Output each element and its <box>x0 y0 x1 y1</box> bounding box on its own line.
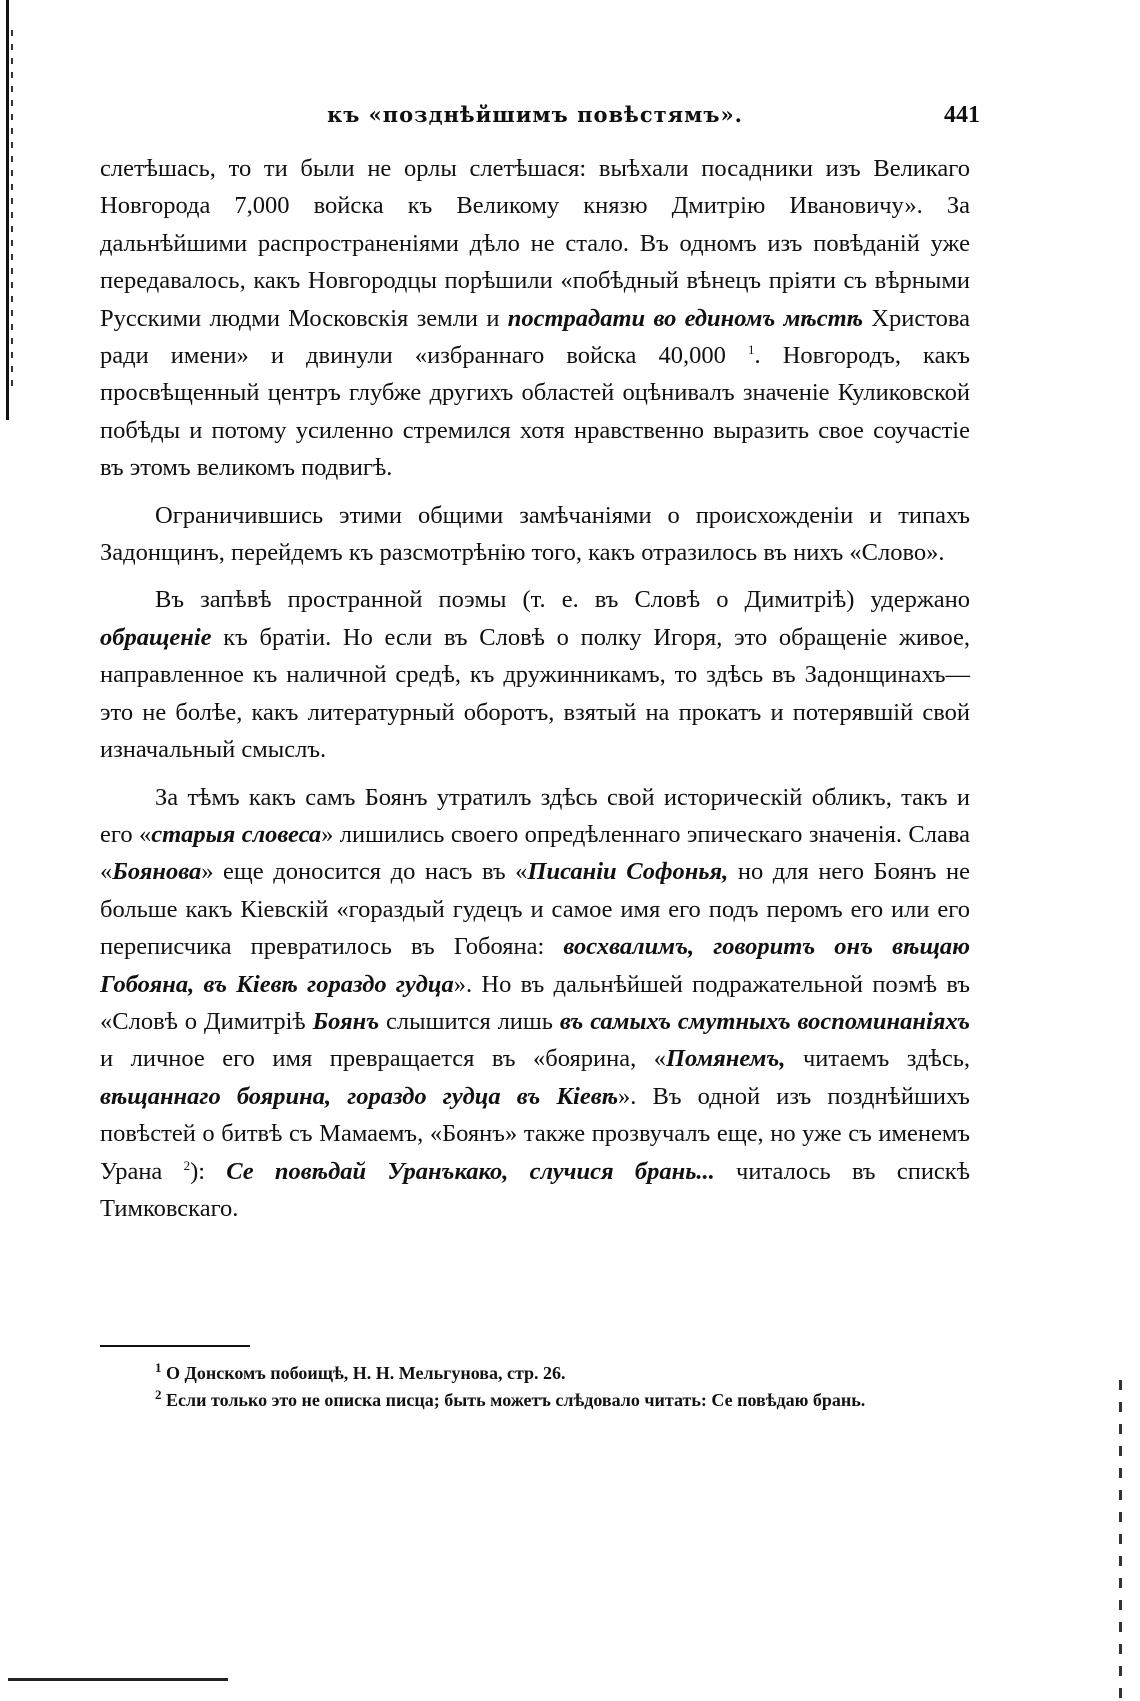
emphasis: старыя словеса <box>151 820 322 848</box>
main-text <box>100 150 970 1237</box>
emphasis: въ самыхъ смутныхъ воспоминаніяхъ <box>559 1007 970 1035</box>
emphasis: пострадати во единомъ мѣстѣ <box>507 304 863 332</box>
emphasis: Се повѣдай Уранъкако, случися брань... <box>226 1157 715 1185</box>
running-header <box>100 102 980 134</box>
page-number: 441 <box>944 102 980 128</box>
emphasis: Боянъ <box>312 1007 380 1035</box>
footnote-ref: 2 <box>183 1157 191 1173</box>
scan-edge-mark <box>6 0 9 420</box>
footnotes <box>100 1360 970 1414</box>
emphasis: Помянемъ, <box>666 1045 786 1073</box>
footnote: $^1$ О Донскомъ побоищѣ, Н. Н. Мельгунова, стр. 26. <box>155 1360 566 1383</box>
emphasis: восхвалимъ, говоритъ онъ вѣщаю Гобояна, въ Кіевѣ гораздо гудца <box>100 933 970 998</box>
paragraph: Ограничившись этими общими замѣчаніями о происхожденіи и типахъ Задонщинъ, перейдемъ къ разсмотрѣнію того, какъ отразилось въ нихъ «Слово». <box>100 501 970 567</box>
paragraph: За тѣмъ какъ самъ Боянъ утратилъ здѣсь свой историческій обликъ, такъ и его «старыя словеса» лишились своего опредѣленнаго эпическаго значенія. Слава «Боянова» еще доносится до насъ въ «Писаніи Софонья, но для него Боянъ не больше какъ Кіевскій «гораздый гудецъ и самое имя его подъ перомъ его или его переписчика превратилось въ Гобояна: восхвалимъ, говоритъ онъ вѣщаю Гобояна, въ Кіевѣ гораздо гудца». Но въ дальнѣйшей подражательной поэмѣ въ «Словѣ о Димитріѣ Боянъ слышится лишь въ самыхъ смутныхъ воспоминаніяхъ и личное его имя превращается въ «боярина, «Помянемъ, читаемъ здѣсь, вѣщаннаго боярина, гораздо гудца въ Кіевѣ». Въ одной изъ позднѣйшихъ повѣстей о битвѣ съ Мамаемъ, «Боянъ» также прозвучалъ еще, но уже съ именемъ Урана $^2$): Се повѣдай Уранъкако, случися брань... читалось въ спискѣ Тимковскаго. <box>100 783 971 1222</box>
emphasis: Писаніи Софонья, <box>527 858 729 886</box>
emphasis: Боянова <box>112 858 202 886</box>
emphasis: вѣщаннаго боярина, гораздо гудца въ Кіевѣ <box>100 1082 619 1110</box>
paragraph: слетѣшась, то ти были не орлы слетѣшася: выѣхали посадники изъ Великаго Новгорода 7,000 войска къ Великому князю Дмитрію Ивановичу». За дальнѣйшими распространеніями дѣло не стало. Въ одномъ изъ повѣданій уже передавалось, какъ Новгородцы порѣшили «побѣдный вѣнецъ пріяти съ вѣрными Русскими людми Московскія земли и пострадати во единомъ мѣстѣ Христова ради имени» и двинули «избраннаго войска 40,000 $^1$. Новгородъ, какъ просвѣщенный центръ глубже другихъ областей оцѣнивалъ значеніе Куликовской побѣды и потому усиленно стремился хотя нравственно выразить свое соучастіе въ этомъ великомъ подвигѣ. <box>100 155 971 482</box>
emphasis: обращеніе <box>100 623 212 651</box>
footnote-ref: 1 <box>747 341 755 357</box>
footnote-divider <box>100 1345 250 1347</box>
footnote-number: 2 <box>155 1387 162 1402</box>
scan-edge-mark <box>8 1678 228 1681</box>
footnote: $^2$ Если только это не описка писца; быть можетъ слѣдовало читать: Се повѣдаю брань. <box>155 1387 866 1410</box>
scan-edge-mark <box>11 30 13 390</box>
paragraph: Въ запѣвѣ пространной поэмы (т. е. въ Словѣ о Димитріѣ) удержано обращеніе къ братіи. Но если въ Словѣ о полку Игоря, это обращеніе живое, направленное къ наличной средѣ, къ дружинникамъ, то здѣсь въ Задонщинахъ—это не болѣе, какъ литературный оборотъ, взятый на прокатъ и потерявшій свой изначальный смыслъ. <box>100 586 970 764</box>
running-title: къ «позднѣйшимъ повѣстямъ». <box>327 102 743 127</box>
scan-edge-mark <box>1119 1380 1122 1700</box>
footnote-number: 1 <box>155 1360 162 1375</box>
